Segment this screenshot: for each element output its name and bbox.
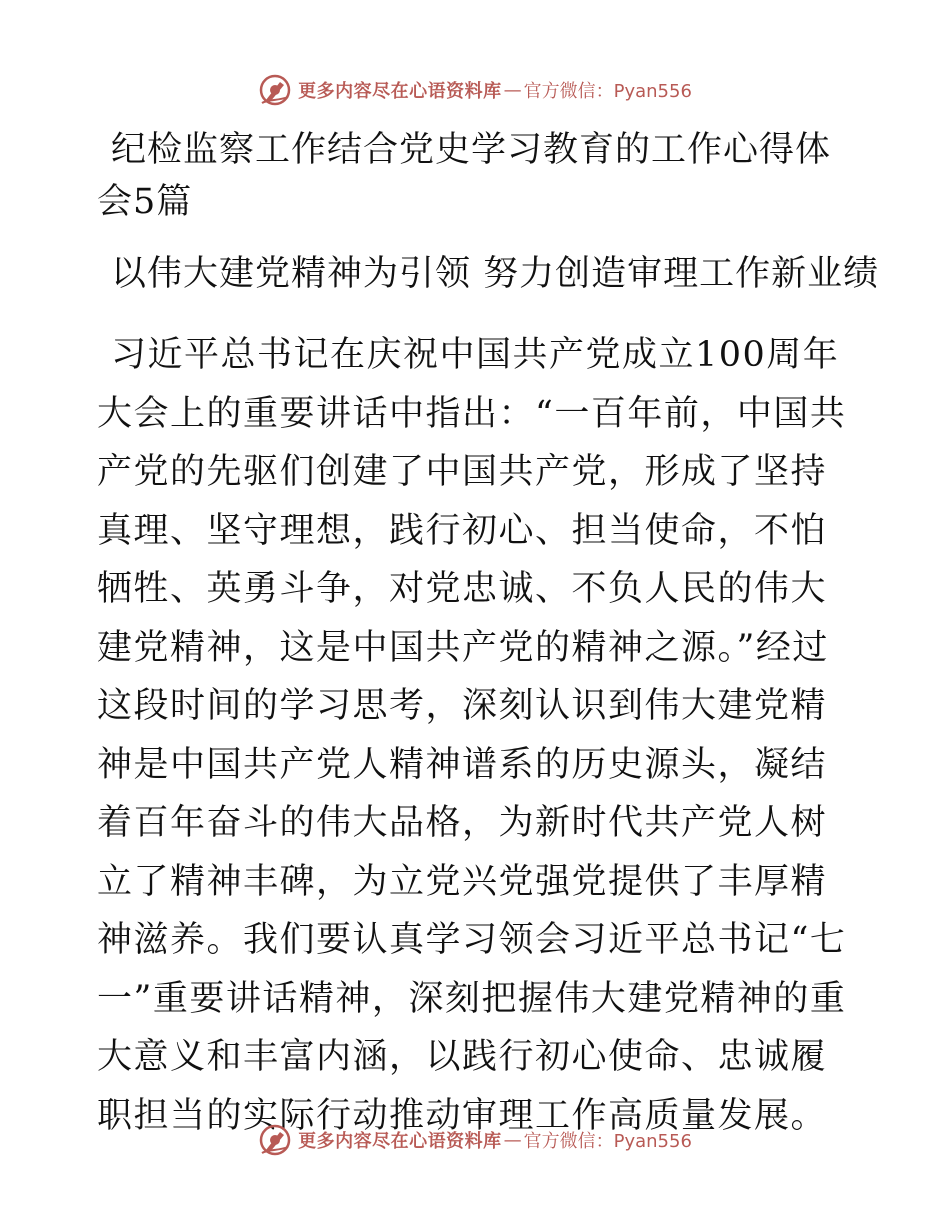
document-title: 纪检监察工作结合党史学习教育的工作心得体会5篇	[97, 130, 832, 222]
banner-dash: —	[503, 1129, 522, 1151]
document-subtitle: 以伟大建党精神为引领 努力创造审理工作新业绩	[111, 254, 880, 294]
banner-wechat-text: 官方微信：Pyan556	[523, 81, 692, 102]
pen-logo-icon	[258, 1123, 292, 1157]
banner-site-text: 更多内容尽在心语资料库	[298, 1131, 502, 1152]
document-body-paragraph: 习近平总书记在庆祝中国共产党成立100周年大会上的重要讲话中指出：“一百年前，中国共产党的先驱们创建了中国共产党，形成了坚持真理、坚守理想，践行初心、担当使命，不怕牺牲、英勇斗争，对党忠诚、不负人民的伟大建党精神，这是中国共产党的精神之源。”经过这段时间的学习思考，深刻认识到伟大建党精神是中国共产党人精神谱系的历史源头，凝结着百年奋斗的伟大品格，为新时代共产党人树立了精神丰碑，为立党兴党强党提供了丰厚精神滋养。我们要认真学习领会习近平总书记“七一”重要讲话精神，深刻把握伟大建党精神的重大意义和丰富内涵，以践行初心使命、忠诚履职担当的实际行动推动审理工作高质量发展。	[97, 335, 847, 1136]
banner-site-text: 更多内容尽在心语资料库	[298, 81, 502, 102]
header-watermark-banner	[0, 70, 950, 110]
footer-watermark-banner	[0, 1120, 950, 1160]
banner-wechat-text: 官方微信：Pyan556	[523, 1131, 692, 1152]
pen-logo-icon	[258, 73, 292, 107]
banner-dash: —	[503, 79, 522, 101]
